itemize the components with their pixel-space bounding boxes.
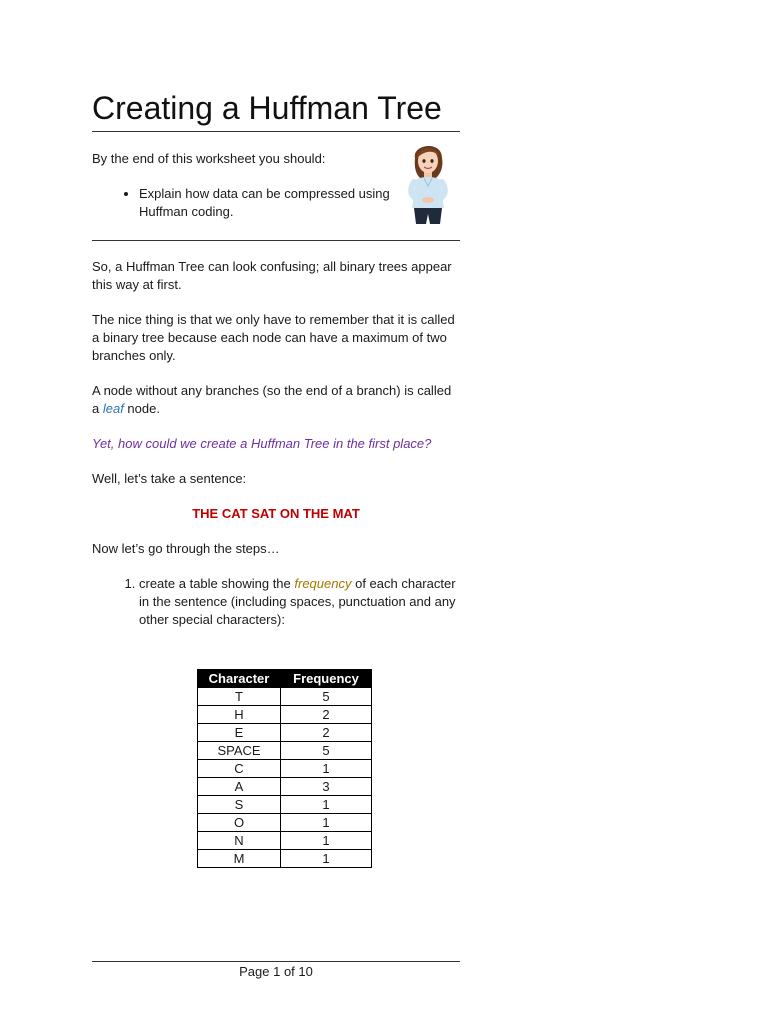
frequency-cell: 5 [281, 688, 372, 706]
character-cell: S [198, 796, 281, 814]
character-cell: M [198, 850, 281, 868]
page-title: Creating a Huffman Tree [92, 90, 442, 126]
table-row [198, 688, 372, 706]
character-cell: E [198, 724, 281, 742]
table-row [198, 706, 372, 724]
character-cell: H [198, 706, 281, 724]
table-row [198, 742, 372, 760]
frequency-cell: 1 [281, 832, 372, 850]
character-cell: T [198, 688, 281, 706]
frequency-cell: 5 [281, 742, 372, 760]
frequency-cell: 1 [281, 850, 372, 868]
paragraph-leaf-node: A node without any branches (so the end of a branch) is called a leaf node. [92, 383, 452, 416]
question-text: Yet, how could we create a Huffman Tree in the first place? [92, 436, 432, 451]
page-number: Page 1 of 10 [239, 964, 313, 979]
character-cell: SPACE [198, 742, 281, 760]
step-item: 1. create a table showing the frequency of each character in the sentence (including spaces, punctuation and any other special characters): [139, 575, 460, 629]
character-cell: A [198, 778, 281, 796]
column-header-frequency: Frequency [281, 670, 372, 688]
paragraph-take-sentence: Well, let’s take a sentence: [92, 471, 247, 486]
frequency-cell: 2 [281, 724, 372, 742]
teacher-avatar-image [398, 136, 458, 226]
frequency-cell: 1 [281, 796, 372, 814]
frequency-table [197, 669, 372, 868]
frequency-term: frequency [294, 576, 352, 591]
table-row [198, 724, 372, 742]
leaf-term: leaf [102, 401, 124, 416]
character-cell: N [198, 832, 281, 850]
column-header-character: Character [198, 670, 281, 688]
frequency-cell: 1 [281, 760, 372, 778]
table-row [198, 832, 372, 850]
table-row [198, 814, 372, 832]
frequency-cell: 1 [281, 814, 372, 832]
objectives-intro: By the end of this worksheet you should: [92, 151, 326, 166]
table-row [198, 796, 372, 814]
worksheet-body [92, 258, 460, 629]
paragraph-steps-intro: Now let’s go through the steps… [92, 541, 280, 556]
paragraph-node-branches: The nice thing is that we only have to remember that it is called a binary tree because each node can have a maximum of two branches only. [92, 312, 455, 363]
table-row [198, 850, 372, 868]
title-divider [92, 131, 460, 132]
objectives-list [92, 185, 392, 221]
example-sentence: THE CAT SAT ON THE MAT [192, 506, 360, 521]
frequency-cell: 2 [281, 706, 372, 724]
footer-divider [92, 961, 460, 962]
paragraph-binary-trees: So, a Huffman Tree can look confusing; all binary trees appear this way at first. [92, 259, 452, 292]
table-row [198, 778, 372, 796]
objectives-divider [92, 240, 460, 241]
learning-objectives [92, 150, 392, 221]
frequency-cell: 3 [281, 778, 372, 796]
table-header-row [198, 670, 372, 688]
character-cell: O [198, 814, 281, 832]
worksheet-page [92, 0, 460, 1024]
table-row [198, 760, 372, 778]
character-cell: C [198, 760, 281, 778]
steps-list [92, 575, 460, 629]
objective-item: • Explain how data can be compressed using Huffman coding. [139, 185, 392, 221]
